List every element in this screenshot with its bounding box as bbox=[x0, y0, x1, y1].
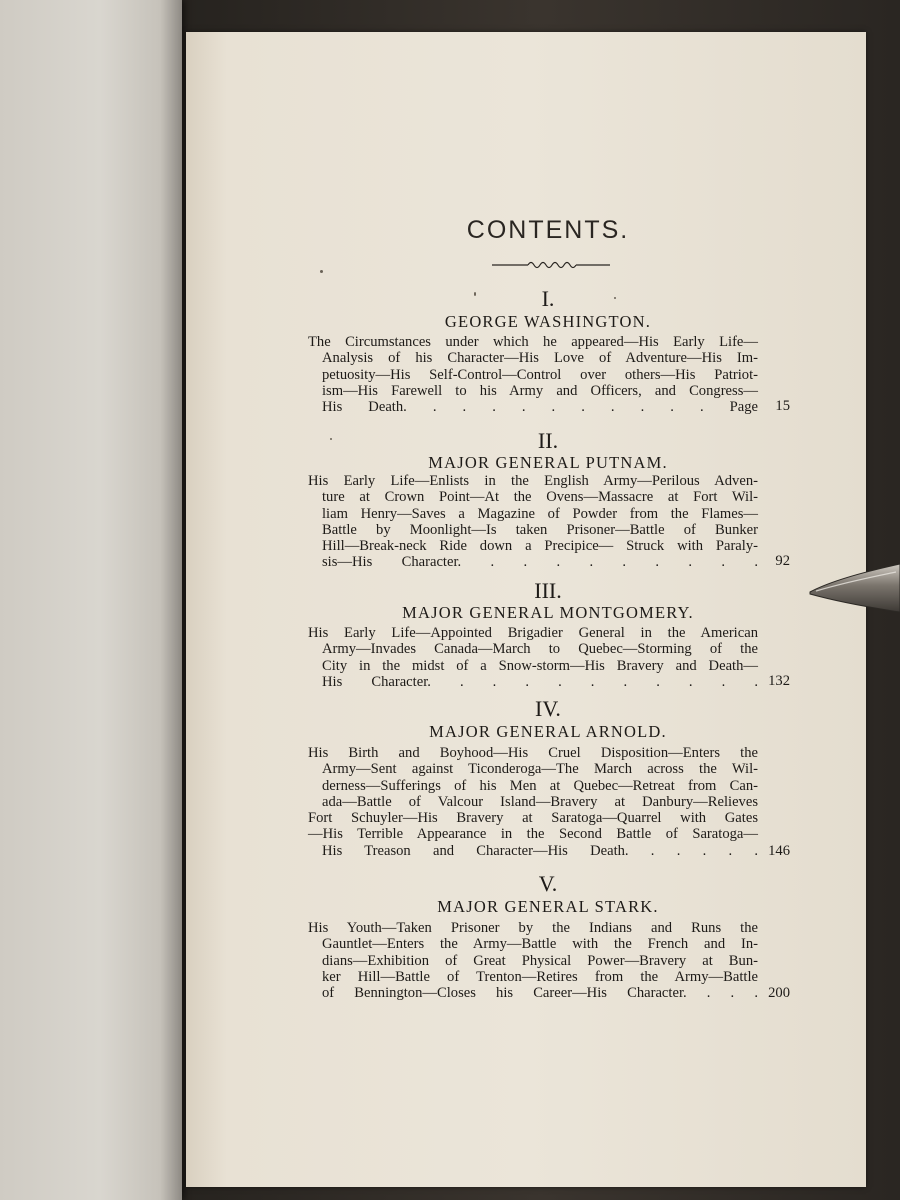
section-summary bbox=[308, 625, 758, 690]
summary-line: City in the midst of a Snow-storm—His Bravery and Death— bbox=[322, 657, 758, 674]
section-summary bbox=[308, 473, 758, 571]
summary-line: His Youth—Taken Prisoner by the Indians and Runs the bbox=[308, 920, 758, 936]
wavy-rule-ornament-icon bbox=[492, 258, 610, 272]
section-heading: MAJOR GENERAL MONTGOMERY. bbox=[402, 603, 694, 622]
section-numeral: V. bbox=[538, 871, 558, 896]
summary-line: Fort Schuyler—His Bravery at Saratoga—Quarrel with Gates bbox=[308, 810, 758, 827]
metal-bookmark-clip-icon bbox=[806, 560, 900, 620]
page-number: 92 bbox=[775, 553, 790, 569]
section-heading: MAJOR GENERAL STARK. bbox=[437, 897, 659, 916]
section-summary bbox=[308, 745, 758, 859]
page-number: 132 bbox=[768, 673, 790, 689]
paper-speck bbox=[320, 270, 323, 273]
section-heading: MAJOR GENERAL ARNOLD. bbox=[429, 722, 667, 741]
summary-line: dians—Exhibition of Great Physical Power—Bravery at Bun- bbox=[322, 952, 758, 969]
section-heading: MAJOR GENERAL PUTNAM. bbox=[428, 453, 668, 472]
summary-line: Analysis of his Character—His Love of Adventure—His Im- bbox=[322, 350, 758, 367]
page-number: 200 bbox=[768, 985, 790, 1001]
page-number: 146 bbox=[768, 843, 790, 859]
section-numeral: III. bbox=[534, 578, 562, 603]
summary-line: Army—Invades Canada—March to Quebec—Storming of the bbox=[322, 641, 758, 658]
summary-line: ism—His Farewell to his Army and Officers, and Congress— bbox=[322, 382, 758, 399]
summary-line: His Character. . . . . . . . . . . bbox=[322, 673, 758, 690]
summary-line: Hill—Break-neck Ride down a Precipice— Struck with Paraly- bbox=[322, 538, 758, 555]
page-number: 15 bbox=[775, 398, 790, 414]
section-numeral: II. bbox=[537, 428, 559, 453]
summary-line: —His Terrible Appearance in the Second Battle of Saratoga— bbox=[308, 826, 758, 843]
summary-line: of Bennington—Closes his Career—His Character. . . . bbox=[322, 985, 758, 1002]
summary-line: ture at Crown Point—At the Ovens—Massacre at Fort Wil- bbox=[322, 489, 758, 506]
summary-line: liam Henry—Saves a Magazine of Powder from the Flames— bbox=[322, 505, 758, 522]
summary-line: ada—Battle of Valcour Island—Bravery at Danbury—Relieves bbox=[322, 793, 758, 810]
section-summary bbox=[308, 920, 758, 1001]
summary-line: sis—His Character. . . . . . . . . . bbox=[322, 554, 758, 571]
summary-line: Army—Sent against Ticonderoga—The March across the Wil- bbox=[322, 761, 758, 778]
summary-line: The Circumstances under which he appeared—His Early Life— bbox=[308, 334, 758, 350]
summary-line: Battle by Moonlight—Is taken Prisoner—Battle of Bunker bbox=[322, 521, 758, 538]
summary-line: His Death. . . . . . . . . . . Page bbox=[322, 399, 758, 416]
section-numeral: IV. bbox=[535, 696, 561, 721]
section-numeral: I. bbox=[541, 286, 555, 311]
contents-title: CONTENTS. bbox=[466, 216, 630, 244]
section-summary bbox=[308, 334, 758, 415]
summary-line: His Early Life—Appointed Brigadier General in the American bbox=[308, 625, 758, 641]
summary-line: His Early Life—Enlists in the English Army—Perilous Adven- bbox=[308, 473, 758, 489]
summary-line: derness—Sufferings of his Men at Quebec—Retreat from Can- bbox=[322, 777, 758, 794]
summary-line: His Treason and Character—His Death. . . . . . bbox=[322, 842, 758, 859]
section-heading: GEORGE WASHINGTON. bbox=[444, 312, 652, 331]
summary-line: Gauntlet—Enters the Army—Battle with the French and In- bbox=[322, 936, 758, 953]
summary-line: petuosity—His Self-Control—Control over others—His Patriot- bbox=[322, 366, 758, 383]
summary-line: His Birth and Boyhood—His Cruel Disposition—Enters the bbox=[308, 745, 758, 761]
summary-line: ker Hill—Battle of Trenton—Retires from the Army—Battle bbox=[322, 968, 758, 985]
